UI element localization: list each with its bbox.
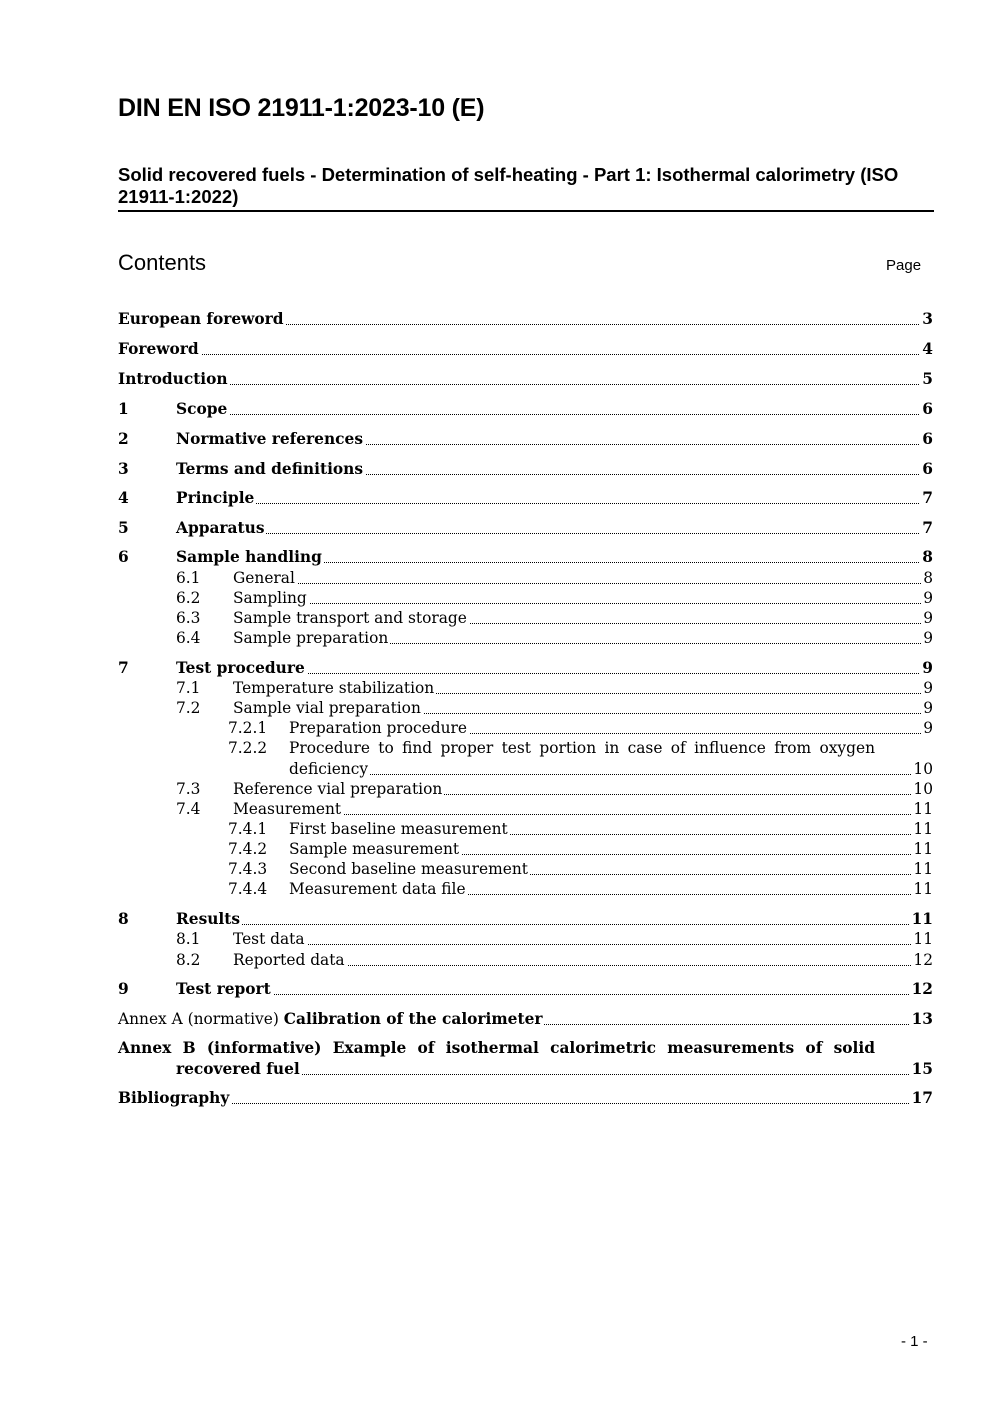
- toc-entry[interactable]: [0, 369, 992, 389]
- toc-entry-title: Scope: [176, 400, 228, 418]
- toc-entry-title: Procedure to find proper test portion in case of influence from oxygen: [289, 739, 875, 757]
- toc-entry-page: 8: [923, 569, 933, 587]
- toc-entry-title: General: [233, 569, 295, 587]
- annex-title: Calibration of the calorimeter: [283, 1010, 543, 1028]
- toc-entry-page: 17: [911, 1089, 933, 1107]
- toc-entry-page: 6: [922, 430, 933, 448]
- toc-entry-title: Sample vial preparation: [233, 699, 421, 717]
- toc-entry-number: 6: [118, 548, 129, 566]
- toc-entry[interactable]: [0, 678, 992, 698]
- toc-entry-title: Principle: [176, 489, 255, 507]
- toc-entry-title: Introduction: [118, 370, 228, 388]
- toc-entry-page: 9: [923, 629, 933, 647]
- toc-leader-dots: [176, 533, 933, 534]
- toc-entry-number: 6.4: [176, 629, 201, 647]
- toc-entry-number: 4: [118, 489, 129, 507]
- document-id: DIN EN ISO 21911-1:2023-10 (E): [118, 94, 485, 122]
- toc-entry[interactable]: [0, 608, 992, 628]
- toc-entry[interactable]: [0, 929, 992, 949]
- toc-entry[interactable]: [0, 1038, 992, 1078]
- toc-entry[interactable]: [0, 698, 992, 718]
- toc-entry[interactable]: [0, 738, 992, 778]
- toc-entry[interactable]: [0, 819, 992, 839]
- toc-entry-number: 7.4.3: [228, 860, 268, 878]
- toc-entry-number: 7.3: [176, 780, 201, 798]
- toc-entry-page: 11: [913, 880, 933, 898]
- toc-entry-page: 9: [923, 679, 933, 697]
- toc-entry-title: Normative references: [176, 430, 363, 448]
- toc-entry-number: 7.1: [176, 679, 201, 697]
- toc-entry-page: 6: [922, 400, 933, 418]
- toc-entry-title: First baseline measurement: [289, 820, 508, 838]
- toc-leader-dots: [289, 774, 933, 775]
- toc-leader-dots: [118, 1103, 933, 1104]
- page-number: - 1 -: [901, 1333, 928, 1350]
- toc-entry-title: Second baseline measurement: [289, 860, 528, 878]
- toc-entry-number: 7.4.2: [228, 840, 268, 858]
- toc-entry[interactable]: [0, 799, 992, 819]
- toc-entry-title-continued: recovered fuel: [176, 1060, 300, 1078]
- toc-entry-page: 12: [913, 951, 933, 969]
- toc-entry[interactable]: [0, 399, 992, 419]
- toc-entry-number: 8: [118, 910, 129, 928]
- page-column-label: Page: [886, 257, 922, 274]
- toc-entry[interactable]: [0, 628, 992, 648]
- toc-entry-page: 3: [922, 310, 933, 328]
- toc-entry[interactable]: [0, 718, 992, 738]
- toc-entry-page: 4: [922, 340, 933, 358]
- toc-entry-number: 7.2: [176, 699, 201, 717]
- toc-entry-number: 7: [118, 659, 129, 677]
- toc-entry-page: 12: [911, 980, 933, 998]
- toc-entry-title: Sample preparation: [233, 629, 389, 647]
- toc-entry-page: 13: [911, 1010, 933, 1028]
- toc-entry-title: Apparatus: [176, 519, 265, 537]
- toc-entry-page: 11: [913, 860, 933, 878]
- annex-type: Annex A (normative): [118, 1010, 284, 1028]
- toc-entry-title: Annex B (informative) Example of isothermal calorimetric measurements of solid: [118, 1039, 875, 1057]
- toc-entry[interactable]: [0, 909, 992, 929]
- toc-entry-page: 7: [922, 519, 933, 537]
- toc-leader-dots: [176, 994, 933, 995]
- toc-entry-number: 2: [118, 430, 129, 448]
- toc-entry-title: Test procedure: [176, 659, 305, 677]
- toc-entry-page: 11: [913, 800, 933, 818]
- toc-entry[interactable]: [0, 779, 992, 799]
- toc-entry[interactable]: [0, 518, 992, 538]
- toc-entry[interactable]: [0, 839, 992, 859]
- toc-leader-dots: [233, 944, 933, 945]
- document-title: Solid recovered fuels - Determination of self-heating - Part 1: Isothermal calorimetry (ISO 21911-1:2022): [118, 164, 934, 212]
- toc-entry-number: 3: [118, 460, 129, 478]
- toc-entry[interactable]: [0, 950, 992, 970]
- toc-entry-number: 7.4: [176, 800, 201, 818]
- toc-entry-number: 6.3: [176, 609, 201, 627]
- toc-entry-page: 6: [922, 460, 933, 478]
- toc-entry[interactable]: [0, 658, 992, 678]
- toc-entry-title: Sample transport and storage: [233, 609, 467, 627]
- toc-entry-page: 10: [913, 760, 933, 778]
- toc-leader-dots: [233, 603, 933, 604]
- toc-entry-page: 11: [913, 930, 933, 948]
- toc-entry[interactable]: [0, 1088, 992, 1108]
- toc-entry-number: 8.1: [176, 930, 201, 948]
- toc-leader-dots: [176, 414, 933, 415]
- toc-entry[interactable]: [0, 488, 992, 508]
- toc-leader-dots: [118, 354, 933, 355]
- toc-entry-number: 7.2.2: [228, 739, 268, 757]
- toc-entry-page: 11: [911, 910, 933, 928]
- toc-entry-number: 7.2.1: [228, 719, 268, 737]
- toc-entry-title: Sampling: [233, 589, 307, 607]
- toc-entry[interactable]: [0, 588, 992, 608]
- toc-entry-page: 10: [913, 780, 933, 798]
- toc-entry-title: Test data: [233, 930, 305, 948]
- toc-entry-number: 6.2: [176, 589, 201, 607]
- toc-entry-title: Preparation procedure: [289, 719, 467, 737]
- toc-entry-number: 8.2: [176, 951, 201, 969]
- toc-entry-title: European foreword: [118, 310, 284, 328]
- toc-entry-title: Results: [176, 910, 241, 928]
- toc-entry[interactable]: [0, 568, 992, 588]
- toc-leader-dots: [233, 583, 933, 584]
- toc-leader-dots: [118, 384, 933, 385]
- toc-entry-title-continued: deficiency: [289, 760, 369, 778]
- toc-entry-number: 6.1: [176, 569, 201, 587]
- toc-entry-page: 9: [923, 609, 933, 627]
- toc-entry[interactable]: [0, 979, 992, 999]
- toc-entry-page: 11: [913, 840, 933, 858]
- toc-entry-number: 5: [118, 519, 129, 537]
- toc-entry[interactable]: [0, 429, 992, 449]
- toc-entry[interactable]: [0, 1009, 992, 1029]
- toc-entry-page: 15: [911, 1060, 933, 1078]
- toc-entry-title: [118, 1009, 544, 1029]
- toc-entry-title: Terms and definitions: [176, 460, 364, 478]
- toc-entry[interactable]: [0, 309, 992, 329]
- toc-entry-page: 11: [913, 820, 933, 838]
- contents-heading: Contents: [118, 250, 207, 275]
- toc-entry-number: 9: [118, 980, 129, 998]
- toc-entry[interactable]: [0, 859, 992, 879]
- toc-entry[interactable]: [0, 547, 992, 567]
- toc-leader-dots: [176, 503, 933, 504]
- toc-entry-title: Temperature stabilization: [233, 679, 435, 697]
- toc-entry[interactable]: [0, 459, 992, 479]
- toc-entry-title: Reported data: [233, 951, 345, 969]
- toc-entry-page: 9: [923, 719, 933, 737]
- toc-entry-number: 7.4.4: [228, 880, 268, 898]
- toc-entry-title: Bibliography: [118, 1089, 230, 1107]
- toc-entry-title: Measurement data file: [289, 880, 466, 898]
- toc-entry-number: 7.4.1: [228, 820, 268, 838]
- toc-entry-page: 9: [922, 659, 933, 677]
- toc-entry-title: Sample measurement: [289, 840, 460, 858]
- toc-entry-number: 1: [118, 400, 129, 418]
- toc-entry-title: Reference vial preparation: [233, 780, 443, 798]
- toc-entry-page: 8: [922, 548, 933, 566]
- toc-entry-title: Test report: [176, 980, 271, 998]
- toc-leader-dots: [176, 924, 933, 925]
- toc-entry-title: Measurement: [233, 800, 342, 818]
- toc-entry-page: 5: [922, 370, 933, 388]
- toc-entry-page: 9: [923, 699, 933, 717]
- toc-entry-page: 9: [923, 589, 933, 607]
- toc-entry[interactable]: [0, 879, 992, 899]
- toc-entry-page: 7: [922, 489, 933, 507]
- toc-entry-title: Foreword: [118, 340, 199, 358]
- toc-entry[interactable]: [0, 339, 992, 359]
- toc-entry-title: Sample handling: [176, 548, 322, 566]
